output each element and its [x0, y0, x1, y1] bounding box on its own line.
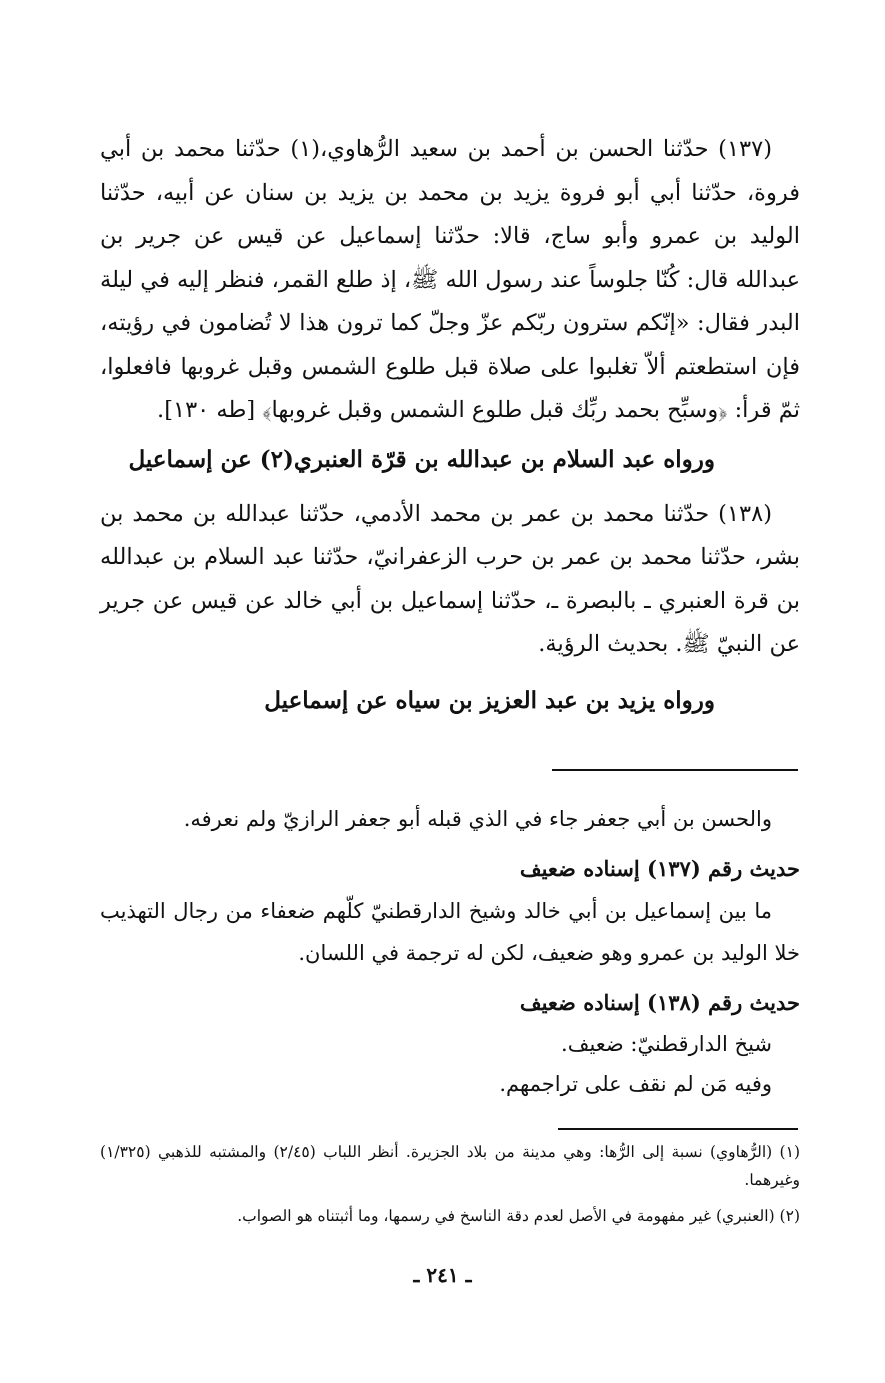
grading-heading-138: حديث رقم (١٣٨) إسناده ضعيف	[519, 990, 800, 1015]
commentary-note-hasan: والحسن بن أبي جعفر جاء في الذي قبله أبو جعفر الرازيّ ولم نعرفه.	[183, 807, 772, 831]
footnote-1: (١) (الرُّهاوي) نسبة إلى الرُّها: وهي مدينة من بلاد الجزيرة. أنظر اللباب (٢/٤٥) والمشتبه للذهبي (١/٣٢٥) وغيرهما.	[100, 1143, 800, 1189]
commentary-block	[100, 798, 800, 1104]
notes-separator-line	[552, 769, 798, 771]
grading-line-138-unknown: وفيه مَن لم نقف على تراجمهم.	[499, 1072, 772, 1096]
hadith-138-paragraph: (١٣٨) حدّثنا محمد بن عمر بن محمد الأدمي، حدّثنا عبدالله بن محمد بن بشر، حدّثنا محمد بن عمر بن حرب الزعفرانيّ، حدّثنا عبد السلام بن عبدالله بن قرة العنبري ـ بالبصرة ـ، حدّثنا إسماعيل بن أبي خالد عن قيس عن جرير عن النبيّ ﷺ. بحديث الرؤية.	[100, 500, 800, 657]
footnote-2: (٢) (العنبري) غير مفهومة في الأصل لعدم دقة الناسخ في رسمها، وما أثبتناه هو الصواب.	[237, 1207, 800, 1225]
page-number: ـ ٢٤١ ـ	[413, 1263, 472, 1287]
grading-body-137: ما بين إسماعيل بن أبي خالد وشيخ الدارقطنيّ كلّهم ضعفاء من رجال التهذيب خلا الوليد بن عمرو وهو ضعيف، لكن له ترجمة في اللسان.	[100, 899, 800, 965]
hadith-137-paragraph: (١٣٧) حدّثنا الحسن بن أحمد بن سعيد الرُّهاوي،(١) حدّثنا محمد بن أبي فروة، حدّثنا أبي أبو فروة يزيد بن محمد بن يزيد بن سنان عن أبيه، حدّثنا الوليد بن عمرو وأبو ساج، قالا: حدّثنا إسماعيل عن قيس عن جرير بن عبدالله قال: كُنّا جلوساً عند رسول الله ﷺ، إذ طلع القمر، فنظر إليه في ليلة البدر فقال: «إنّكم سترون ربّكم عزّ وجلّ كما ترون هذا لا تُضامون في رؤيته، فإن استطعتم ألاّ تغلبوا على صلاة قبل طلوع الشمس وقبل غروبها فافعلوا، ثمّ قرأ: ﴿وسبِّح بحمد ربِّك قبل طلوع الشمس وقبل غروبها﴾ [طه ١٣٠].	[100, 136, 800, 423]
grading-heading-137: حديث رقم (١٣٧) إسناده ضعيف	[519, 856, 800, 881]
narration-heading-yazid: ورواه يزيد بن عبد العزيز بن سياه عن إسماعيل	[264, 686, 715, 714]
footnotes-block	[100, 1138, 800, 1238]
footnote-separator-line	[558, 1128, 798, 1130]
narration-heading-abdussalam: ورواه عبد السلام بن عبدالله بن قرّة العنبري(٢) عن إسماعيل	[128, 445, 715, 473]
grading-line-138-shaykh: شيخ الدارقطنيّ: ضعيف.	[561, 1032, 772, 1056]
main-text-block	[100, 128, 800, 722]
